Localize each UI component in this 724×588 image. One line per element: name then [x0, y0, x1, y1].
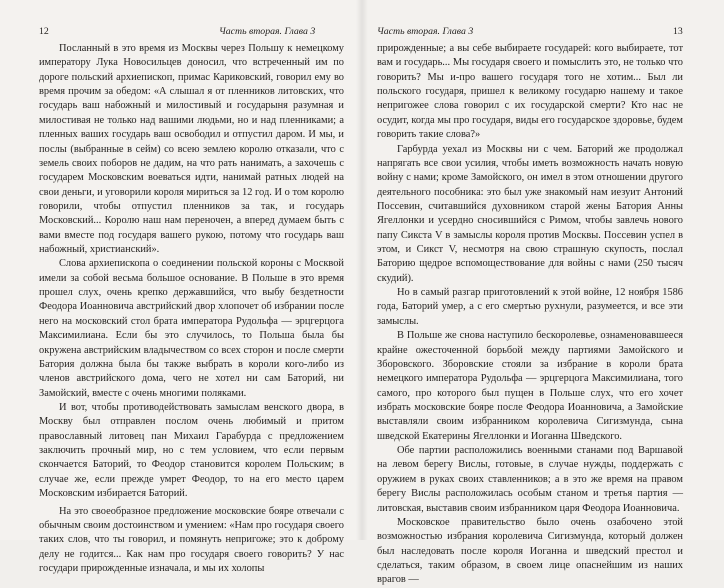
paragraph: Посланный в это время из Москвы через Польшу к немецкому императору Лука Новосильцев доносил, что встреченный им по дороге польский архиепископ, примас Кариковский, говорил ему во время прочим за обедом: «А слышал я от пленников литовских, что государь ваш набожный и милостивый и государыня разумная и милостивая не только над вашими людьми, но и над пленниками; а пленных ваших государь ваш освободил и отпустил даром. И мы, и послы (выбранные в сейм) со всею землею королю отказали, что с земель своих поборов не дадим, на что рать нанимать, а захочешь с государем Московским воеваться идти, нанимай ратных людей на свои деньги, и уговорили короля мириться за 12 год. И о том королю говорили, чтобы отпустил пленников за так, и государь Московский... Королю наш нам переночен, а вперед думаем быть с вами вместе под государя вашего рукою, потому что государь ваш набожный, христианский».	[39, 43, 344, 256]
paragraph: И вот, чтобы противодействовать замыслам венского двора, в Москву был отправлен послом очень любимый и притом православный литовец пан Михаил Гарабурда с предложением заключить прочный мир, но с тем условием, что если первым скончается Баторий, то Феодор становится королем Польским; в случае же, если прежде умрет Феодор, то на его место царем Московским избирается Баторий.	[39, 401, 344, 500]
right-page	[362, 0, 724, 586]
page-number: 13	[673, 26, 683, 37]
book-gutter	[356, 0, 368, 540]
paragraph: Московское правительство было очень озабочено этой возможностью избрания королевича Сигизмунда, который должен был наследовать после короля Иоганна и шведский престол и сделаться, таким образом, в своем лице опаснейшим из наших врагов —	[377, 516, 683, 586]
running-head: Часть вторая. Глава 3	[377, 26, 474, 37]
paragraph: прирожденные; а вы себе выбираете государей: кого выбираете, тот вам и государь... Мы государя своего и помыслить это, не только что говорить? Мы и-про вашего государя того не хотим... Был ли польского государя, пришел к великому государю нашему и такое непригожее слова говорил с их государской смерти? Кто нас не осудит, когда мы про государя, виды его государское здоровье, будем говорить такие слова?»	[377, 43, 683, 141]
paragraph: Гарбурда уехал из Москвы ни с чем. Баторий же продолжал напрягать все свои усилия, чтобы иметь возможность начать новую войну с нами; кроме Замойского, он имел в этом отношении другого деятельного пособника: это был уже знакомый нам иезуит Антоний Поссевин, считавшийся духовником старой жены Батория Анны Ягеллонки и усердно сносившийся с Римом, чтобы завлечь нового папу Сикста V в замыслы короля против Москвы. Поссевин успел в этом, и Сикст V, несмотря на свою страшную скупость, послал Баторию щедрое вспомоществование для войны с нами (250 тысяч скудий).	[377, 143, 683, 284]
page-number: 12	[39, 26, 49, 37]
body-text	[377, 42, 683, 588]
paragraph: Но в самый разгар приготовлений к этой войне, 12 ноября 1586 года, Баторий умер, а с его смертью рухнули, разумеется, и все эти замыслы.	[377, 287, 683, 327]
running-head: Часть вторая. Глава 3	[219, 26, 316, 37]
left-page	[0, 0, 362, 574]
body-text	[39, 42, 344, 576]
paragraph: На это своеобразное предложение московские бояре отвечали с обычным своим достоинством и умением: «Нам про государя своего таких слов, что ты говорил, и помянуть непригоже; это к доброму делу не годится... Как нам про государя своего говорить? У нас государи прирожденные изначала, и мы их холопы	[39, 505, 344, 574]
paragraph: В Польше же снова наступило бескоролевье, ознаменовавшееся крайне ожесточенной борьбой между партиями Замойского и Зборовского. Зборовские стояли за избрание в короли брата немецкого императора Рудольфа — эрцгерцога Максимилиана, того самого, про которого был пущен в Польше слух, что его хочет избрать московские бояре после Феодора Иоанновича, а Замойские выставляли своим избранником королевича Сигизмунда, сына шведской Екатерины Ягеллонки и Иоганна Шведского.	[377, 330, 683, 442]
paragraph: Обе партии расположились военными станами под Варшавой на левом берегу Вислы, готовые, в случае нужды, поддержать с оружием в руках своих ставленников; а в это же время на правом берегу Вислы расположилась особым станом и третья партия — литовская, выставив своим избранником царя Феодора Иоанновича.	[377, 445, 683, 514]
paragraph: Слова архиепископа о соединении польской короны с Москвой имели за собой весьма большое основание. В Польше в это время прошел слух, очень крепко державшийся, что выбу бездетности Феодора Иоанновича австрийский двор хлопочет об избрании после него на московский стол брата императора Рудольфа — эрцгерцога Максимилиана. Если бы это случилось, то Польша была бы окружена австрийским владычеством со всех сторон и после смерти Батория должна была бы также выбрать в короли кого-либо из членов австрийского дома, чего не хотел ни сам Баторий, ни Замойский, вместе с очень многими поляками.	[39, 258, 344, 399]
